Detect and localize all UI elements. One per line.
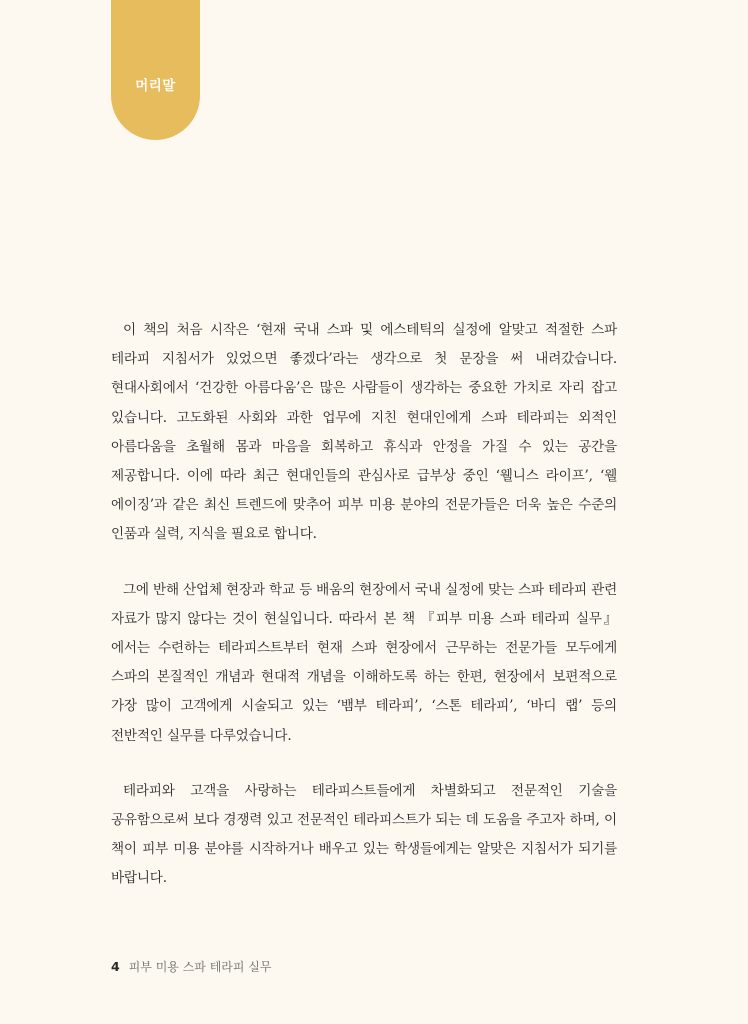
running-title: 피부 미용 스파 테라피 실무 [128, 960, 272, 974]
page-number: 4 [111, 959, 120, 974]
paragraph: 테라피와 고객을 사랑하는 테라피스트들에게 차별화되고 전문적인 기술을 공유함으로써 보다 경쟁력 있고 전문적인 테라피스트가 되는 데 도움을 주고자 하며, 이 책이 피부 미용 분야를 시작하거나 배우고 있는 학생들에게는 알맞은 지침서가 되기를 바랍니다. [111, 782, 617, 887]
paragraph: 이 책의 처음 시작은 ‘현재 국내 스파 및 에스테틱의 실정에 알맞고 적절한 스파 테라피 지침서가 있었으면 좋겠다’라는 생각으로 첫 문장을 써 내려갔습니다. 현대사회에서 ‘건강한 아름다움’은 많은 사람들이 생각하는 중요한 가치로 자리 잡고 있습니다. 고도화된 사회와 과한 업무에 지친 현대인에게 스파 테라피는 외적인 아름다움을 초월해 몸과 마음을 회복하고 휴식과 안정을 가질 수 있는 공간을 제공합니다. 이에 따라 최근 현대인들의 관심사로 급부상 중인 ‘웰니스 라이프’, ‘웰 에이징’과 같은 최신 트렌드에 맞추어 피부 미용 분야의 전문가들은 더욱 높은 수준의 인품과 실력, 지식을 필요로 합니다. [111, 322, 617, 543]
preface-body [111, 316, 617, 920]
page-footer [111, 958, 271, 975]
paragraph: 그에 반해 산업체 현장과 학교 등 배움의 현장에서 국내 실정에 맞는 스파 테라피 관련 자료가 많지 않다는 것이 현실입니다. 따라서 본 책 『피부 미용 스파 테라피 실무』에서는 수련하는 테라피스트부터 현재 스파 현장에서 근무하는 전문가들 모두에게 스파의 본질적인 개념과 현대적 개념을 이해하도록 하는 한편, 현장에서 보편적으로 가장 많이 고객에게 시술되고 있는 ‘뱀부 테라피’, ‘스톤 테라피’, ‘바디 랩’ 등의 전반적인 실무를 다루었습니다. [111, 581, 617, 744]
section-tab [111, 0, 200, 140]
section-title: 머리말 [135, 78, 176, 94]
